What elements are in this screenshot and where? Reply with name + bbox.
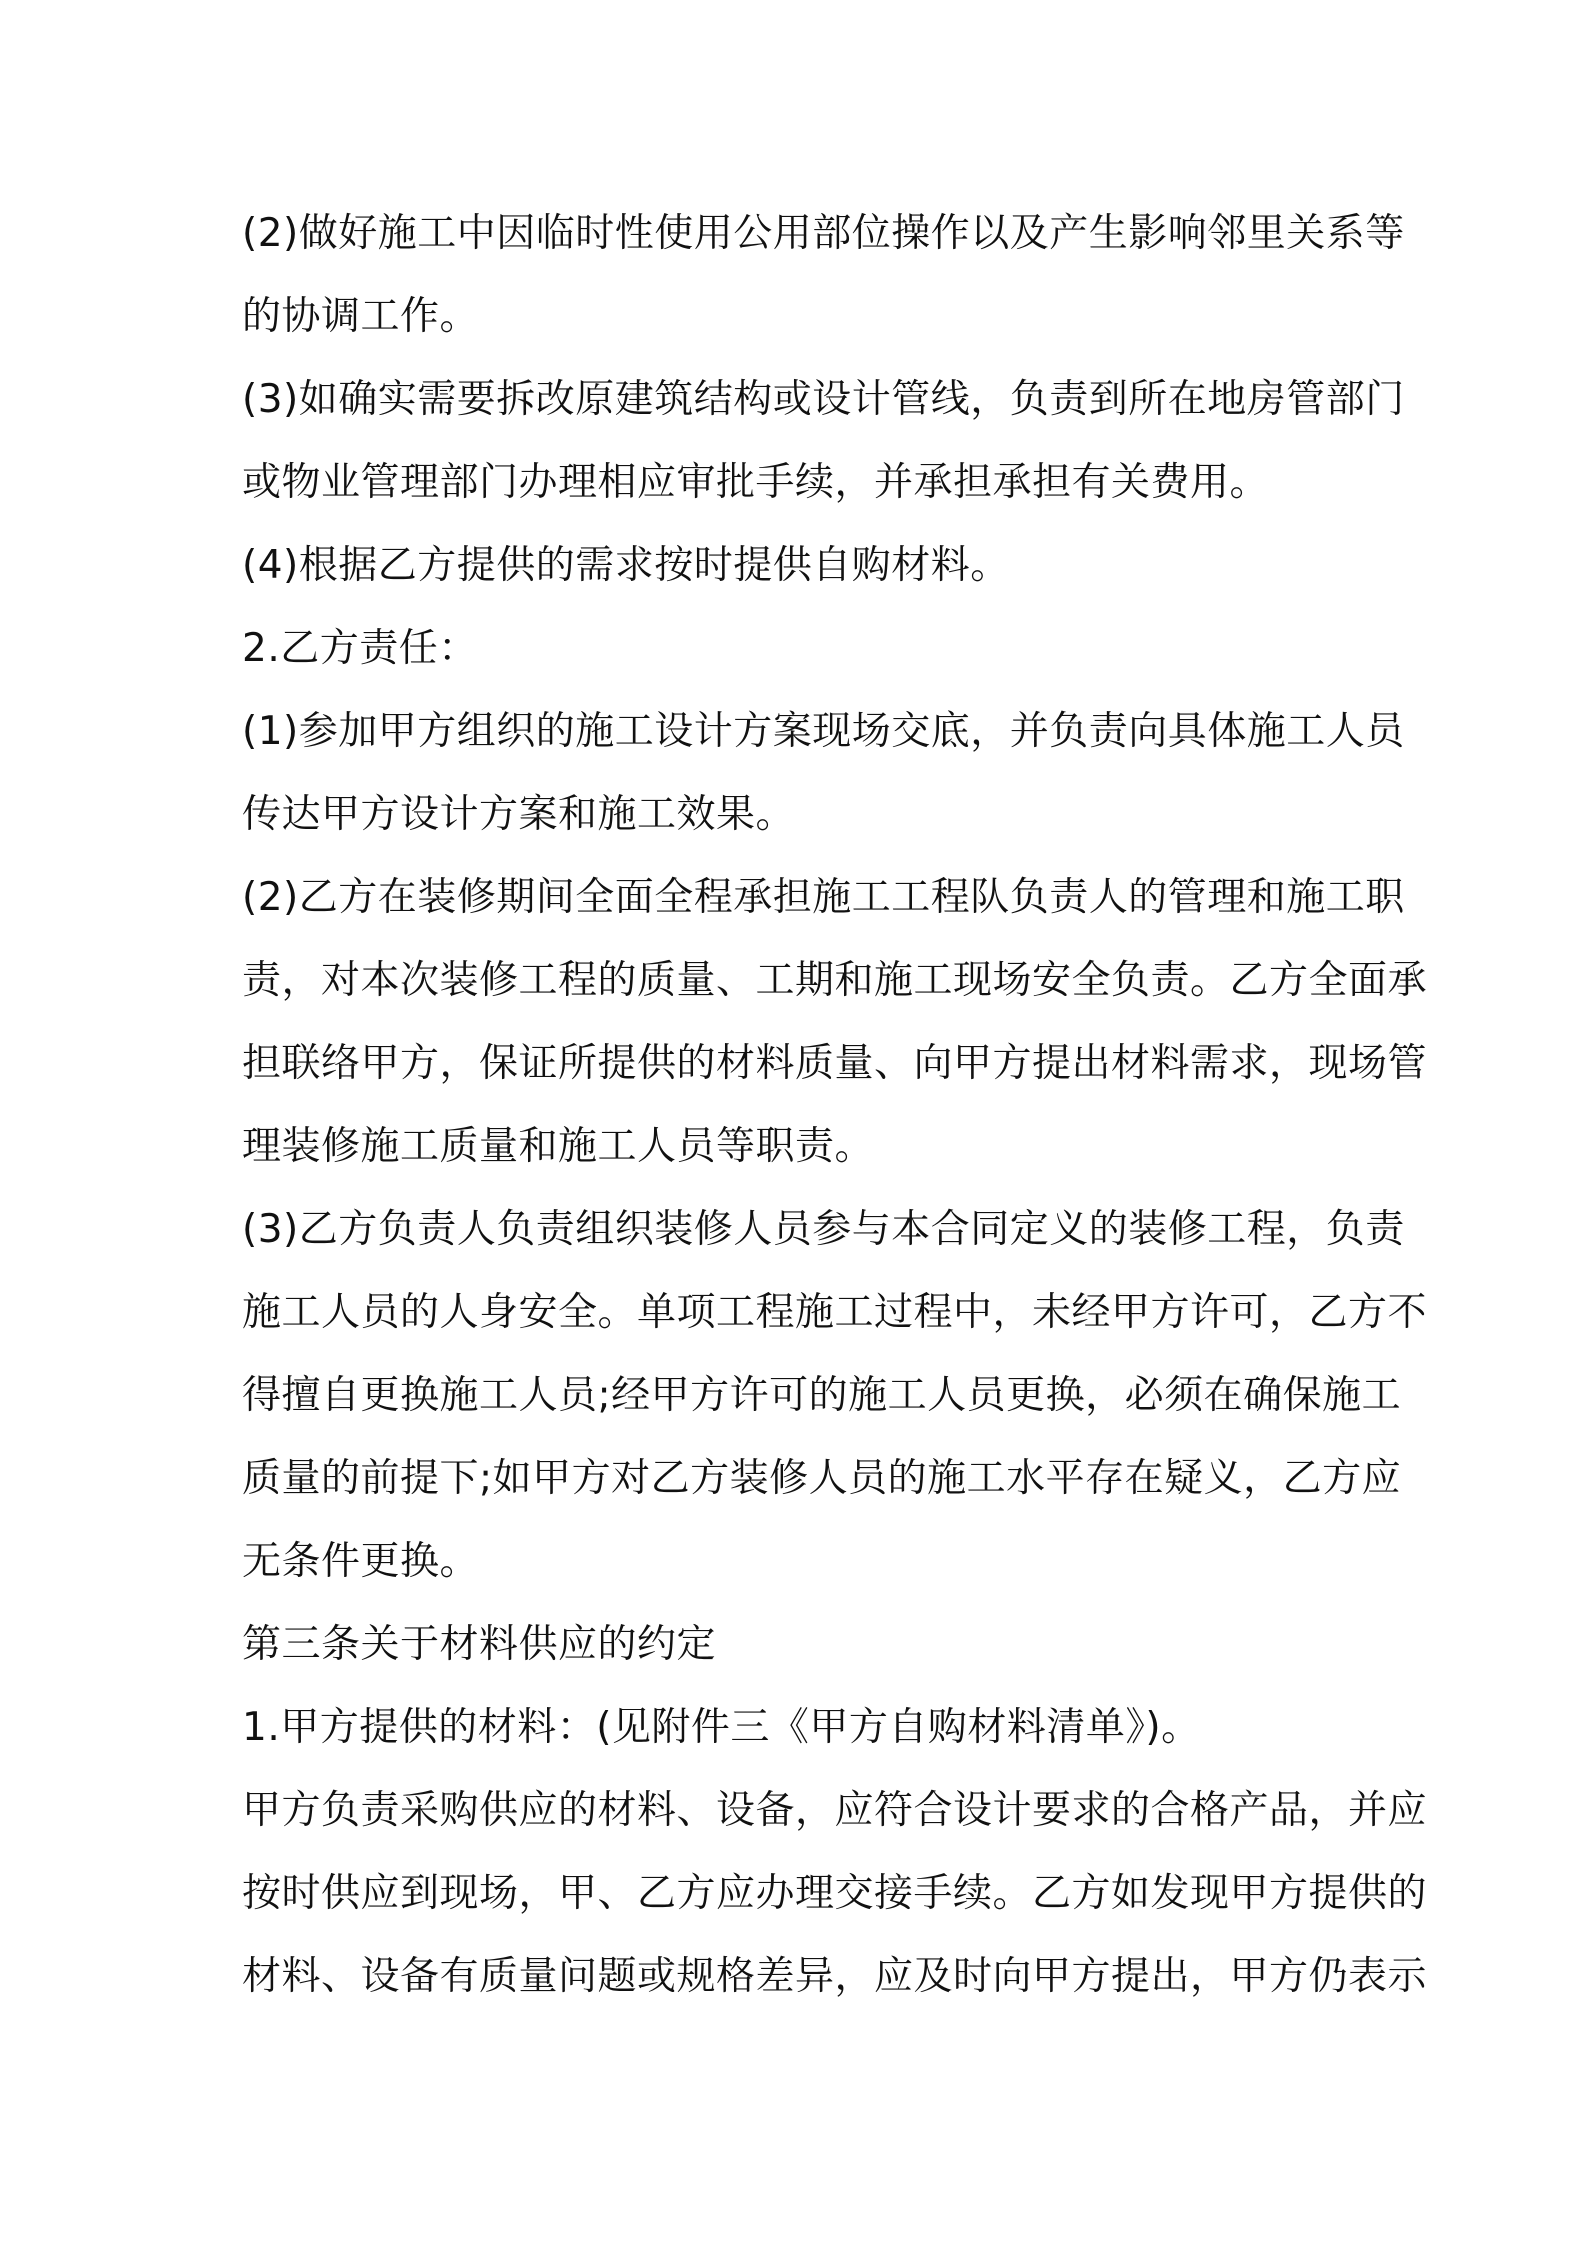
text-line: 责，对本次装修工程的质量、工期和施工现场安全负责。乙方全面承 (242, 958, 1428, 1003)
text-line: 材料、设备有质量问题或规格差异，应及时向甲方提出，甲方仍表示 (242, 1954, 1428, 1999)
section-heading: 2.乙方责任： (242, 626, 478, 671)
text-line: (3)乙方负责人负责组织装修人员参与本合同定义的装修工程，负责 (242, 1207, 1405, 1252)
text-line: 施工人员的人身安全。单项工程施工过程中，未经甲方许可，乙方不 (242, 1290, 1428, 1335)
text-line: 得擅自更换施工人员;经甲方许可的施工人员更换，必须在确保施工 (242, 1373, 1402, 1418)
document-body (242, 192, 1428, 2018)
text-line: (2)乙方在装修期间全面全程承担施工工程队负责人的管理和施工职 (242, 875, 1405, 920)
text-line: 无条件更换。 (242, 1539, 480, 1584)
text-line: 或物业管理部门办理相应审批手续，并承担承担有关费用。 (242, 460, 1270, 505)
text-line: 传达甲方设计方案和施工效果。 (242, 792, 796, 837)
text-line: 担联络甲方，保证所提供的材料质量、向甲方提出材料需求，现场管 (242, 1041, 1428, 1086)
text-line: 质量的前提下;如甲方对乙方装修人员的施工水平存在疑义，乙方应 (242, 1456, 1402, 1501)
text-line: (4)根据乙方提供的需求按时提供自购材料。 (242, 543, 1010, 588)
text-line: 的协调工作。 (242, 294, 480, 339)
text-line: (2)做好施工中因临时性使用公用部位操作以及产生影响邻里关系等 (242, 211, 1405, 256)
text-line: 理装修施工质量和施工人员等职责。 (242, 1124, 875, 1169)
text-line: 按时供应到现场，甲、乙方应办理交接手续。乙方如发现甲方提供的 (242, 1871, 1428, 1916)
section-heading: 第三条关于材料供应的约定 (242, 1622, 717, 1667)
text-line: (1)参加甲方组织的施工设计方案现场交底，并负责向具体施工人员 (242, 709, 1405, 754)
text-line: 1.甲方提供的材料：(见附件三《甲方自购材料清单》)。 (242, 1705, 1201, 1750)
text-line: (3)如确实需要拆改原建筑结构或设计管线，负责到所在地房管部门 (242, 377, 1405, 422)
text-line: 甲方负责采购供应的材料、设备，应符合设计要求的合格产品，并应 (242, 1788, 1428, 1833)
